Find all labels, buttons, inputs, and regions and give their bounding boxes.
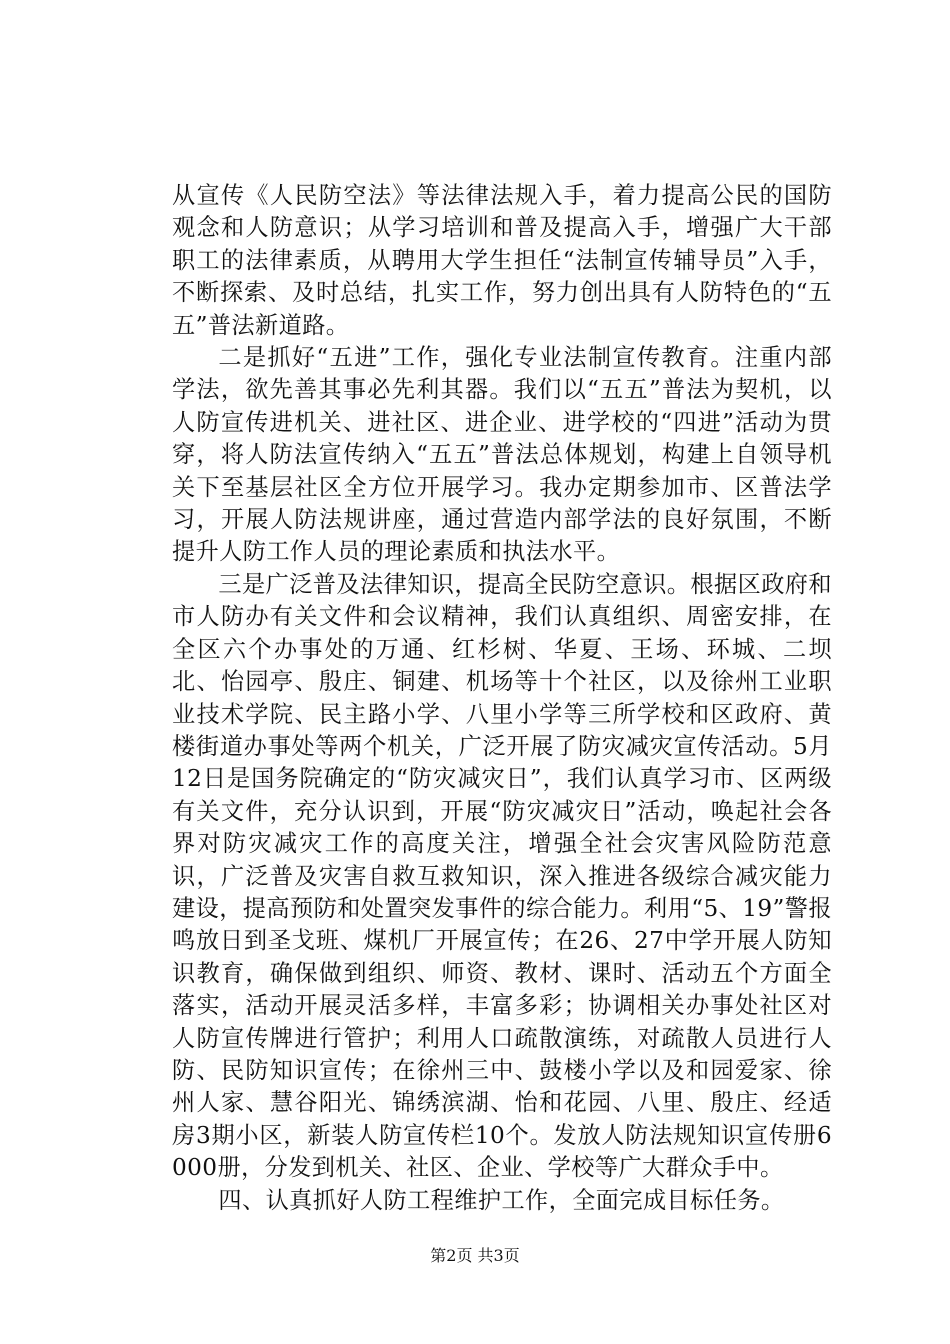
- paragraph-five-entries: 二是抓好“五进”工作，强化专业法制宣传教育。注重内部学法，欲先善其事必先利其器。我们以“五五”普法为契机，以人防宣传进机关、进社区、进企业、进学校的“四进”活动为贯穿，将人防法宣传纳入“五五”普法总体规划，构建上自领导机关下至基层社区全方位开展学习。我办定期参加市、区普法学习，开展人防法规讲座，通过营造内部学法的良好氛围，不断提升人防工作人员的理论素质和执法水平。: [172, 344, 832, 566]
- page-footer: 第2页 共3页: [430, 1246, 520, 1265]
- paragraph-legal-knowledge: 三是广泛普及法律知识，提高全民防空意识。根据区政府和市人防办有关文件和会议精神，我们认真组织、周密安排，在全区六个办事处的万通、红杉树、华夏、王场、环城、二坝北、怡园亭、殷庄、铜建、机场等十个社区，以及徐州工业职业技术学院、民主路小学、八里小学等三所学校和区政府、黄楼街道办事处等两个机关，广泛开展了防灾减灾宣传活动。5月12日是国务院确定的“防灾减灾日”，我们认真学习市、区两级有关文件，充分认识到，开展“防灾减灾日”活动，唤起社会各界对防灾减灾工作的高度关注，增强全社会灾害风险防范意识，广泛普及灾害自救互救知识，深入推进各级综合减灾能力建设，提高预防和处置突发事件的综合能力。利用“5、19”警报鸣放日到圣戈班、煤机厂开展宣传；在26、27中学开展人防知识教育，确保做到组织、师资、教材、课时、活动五个方面全落实，活动开展灵活多样，丰富多彩；协调相关办事处社区对人防宣传牌进行管护；利用人口疏散演练，对疏散人员进行人防、民防知识宣传；在徐州三中、鼓楼小学以及和园爱家、徐州人家、慧谷阳光、锦绣滨湖、怡和花园、八里、殷庄、经适房3期小区，新装人防宣传栏10个。发放人防法规知识宣传册6000册，分发到机关、社区、企业、学校等广大群众手中。: [172, 570, 832, 1182]
- paragraph-continuation: 从宣传《人民防空法》等法律法规入手，着力提高公民的国防观念和人防意识；从学习培训和普及提高入手，增强广大干部职工的法律素质，从聘用大学生担任“法制宣传辅导员”入手，不断探索、及时总结，扎实工作，努力创出具有人防特色的“五五”普法新道路。: [172, 182, 832, 339]
- document-body: [172, 180, 832, 1217]
- paragraph-engineering-maintenance: 四、认真抓好人防工程维护工作，全面完成目标任务。: [218, 1186, 785, 1214]
